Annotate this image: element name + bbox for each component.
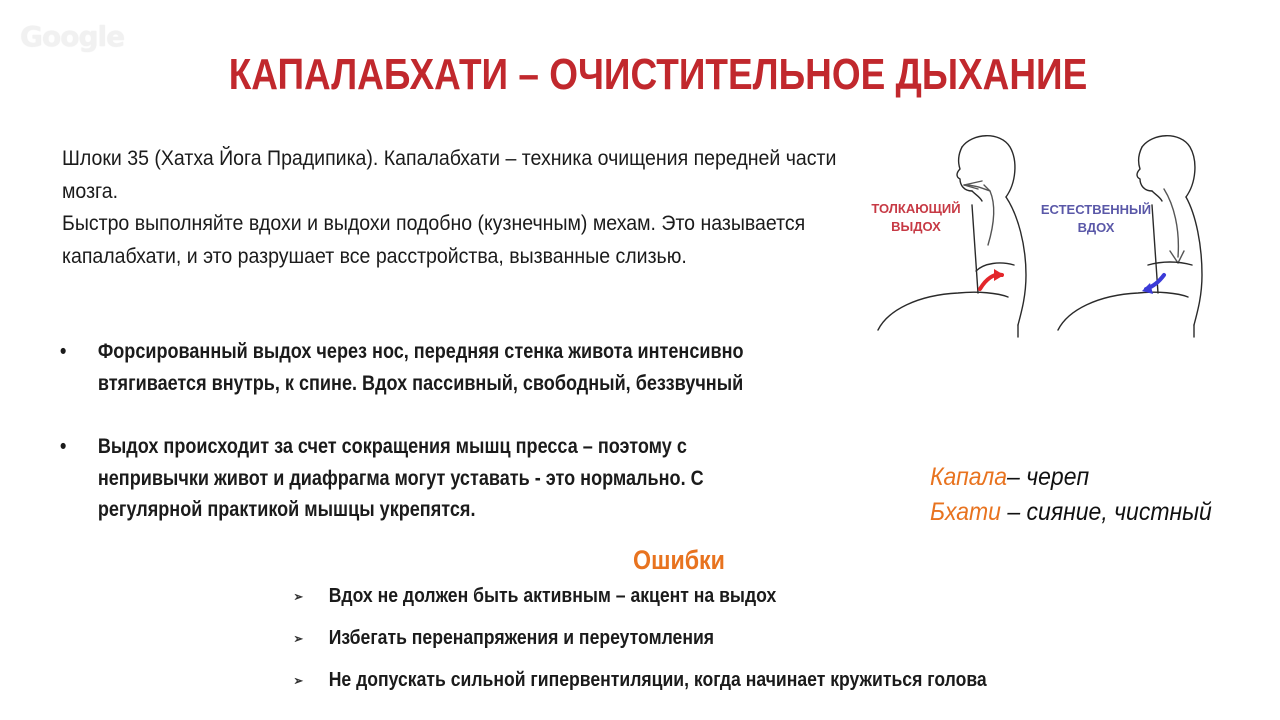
exhale-label-line1: ТОЛКАЮЩИЙ xyxy=(871,201,961,216)
error-text: Вдох не должен быть активным – акцент на выдох xyxy=(328,585,777,607)
arrow-bullet-icon: ➢ xyxy=(293,631,304,646)
error-item xyxy=(290,581,1082,623)
etymology-line-1 xyxy=(930,460,1212,495)
etymology-term: Бхати xyxy=(930,498,1001,526)
bullet-dot: • xyxy=(60,340,67,363)
etymology-definition: – сияние, чистный xyxy=(1000,498,1212,526)
bullet-item xyxy=(60,336,765,399)
google-watermark: Google xyxy=(20,20,125,53)
arrow-bullet-icon: ➢ xyxy=(293,673,304,688)
bullet-list xyxy=(60,336,765,526)
error-item xyxy=(290,665,1082,707)
inhale-label-line2: ВДОХ xyxy=(1077,220,1115,235)
etymology-term: Капала xyxy=(930,463,1008,491)
bullet-dot: • xyxy=(60,435,67,458)
figure-exhale xyxy=(878,136,1026,337)
etymology xyxy=(930,460,1212,530)
bullet-text: Форсированный выдох через нос, передняя стенка живота интенсивно втягивается внутрь, к спине. Вдох пассивный, свободный, беззвучный xyxy=(97,340,744,395)
slide-title: КАПАЛАБХАТИ – ОЧИСТИТЕЛЬНОЕ ДЫХАНИЕ xyxy=(228,50,1088,99)
error-text: Не допускать сильной гипервентиляции, когда начинает кружиться голова xyxy=(328,669,987,691)
etymology-line-2 xyxy=(930,495,1212,530)
arrow-bullet-icon: ➢ xyxy=(293,589,304,604)
intro-line-1: Шлоки 35 (Хатха Йога Прадипика). Капалабхати – техника очищения передней части мозга. xyxy=(62,147,837,203)
exhale-label-line2: ВЫДОХ xyxy=(891,219,941,234)
figure-inhale xyxy=(1058,136,1202,337)
etymology-definition: – череп xyxy=(1007,463,1090,491)
bullet-text: Выдох происходит за счет сокращения мышц пресса – поэтому с непривычки живот и диафрагма могут уставать - это нормально. С регулярной практикой мышцы укрепятся. xyxy=(97,435,704,521)
exhale-arrowhead-icon xyxy=(994,269,1004,281)
intro-text xyxy=(62,143,862,273)
inhale-label-line1: ЕСТЕСТВЕННЫЙ xyxy=(1040,202,1152,217)
bullet-item xyxy=(60,431,765,526)
intro-line-2: Быстро выполняйте вдохи и выдохи подобно (кузнечным) мехам. Это называется капалабхати, и это разрушает все расстройства, вызванные слизью. xyxy=(62,212,806,268)
error-item xyxy=(290,623,1082,665)
error-text: Избегать перенапряжения и переутомления xyxy=(328,627,715,649)
errors-heading: Ошибки xyxy=(633,545,725,575)
errors-list xyxy=(290,581,1082,707)
breathing-illustration xyxy=(868,125,1213,340)
